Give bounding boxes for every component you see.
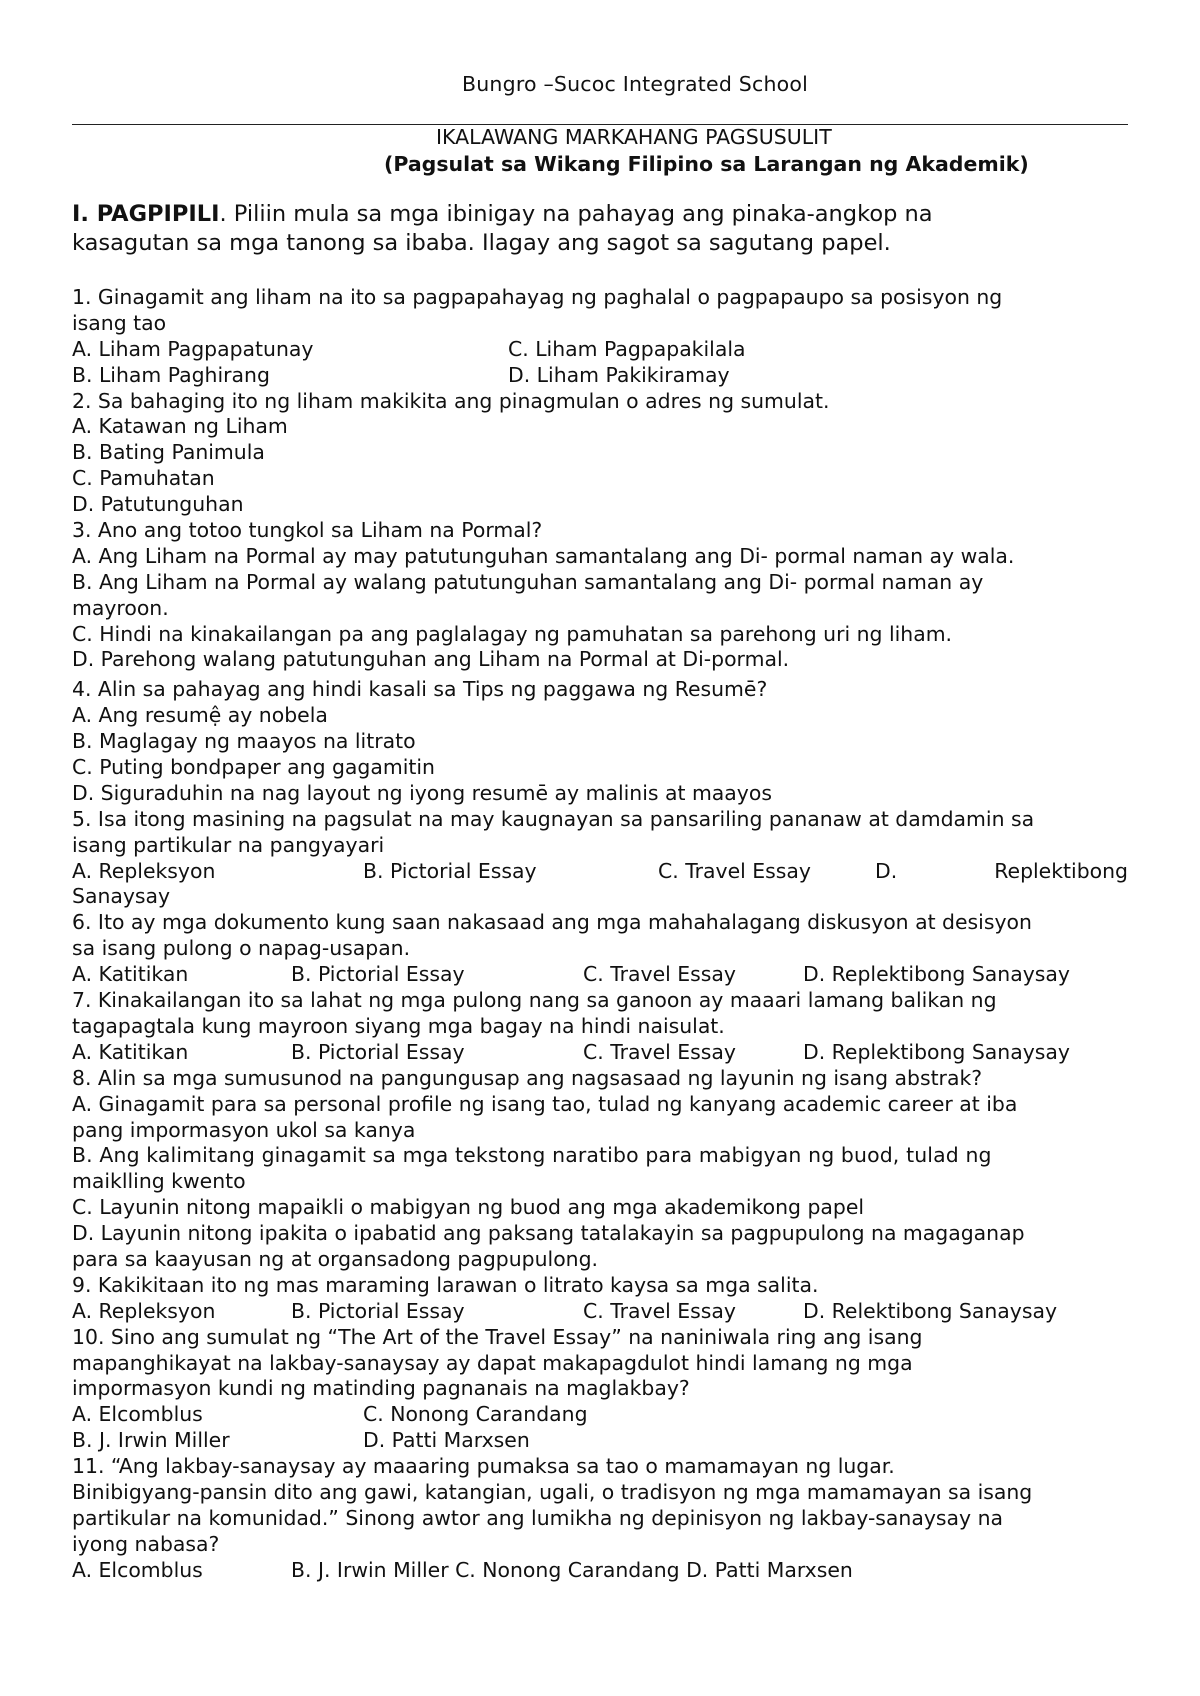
choice: B. Ang Liham na Pormal ay walang patutunguhan samantalang ang Di- pormal naman ay <box>72 569 984 594</box>
question-stem: Binibigyang-pansin dito ang gawi, katangian, ugali, o tradisyon ng mga mamamayan sa isang <box>72 1479 1033 1504</box>
choice: B. J. Irwin Miller C. Nonong Carandang D. Patti Marxsen <box>291 1557 853 1582</box>
question-stem: 10. Sino ang sumulat ng “The Art of the Travel Essay” na naniniwala ring ang isang <box>72 1324 923 1349</box>
questions <box>72 285 1128 1584</box>
choice: B. Ang kalimitang ginagamit sa mga tekstong naratibo para mabigyan ng buod, tulad ng <box>72 1143 992 1168</box>
choice: D. Siguraduhin na nag layout ng iyong resumē ay malinis at maayos <box>72 780 772 805</box>
choice: C. Travel Essay <box>583 1298 736 1323</box>
question-stem: iyong nabasa? <box>72 1531 220 1556</box>
choice: B. Pictorial Essay <box>291 962 465 987</box>
choice: C. Hindi na kinakailangan pa ang paglalagay ng pamuhatan sa parehong uri ng liham. <box>72 621 953 646</box>
question-stem: isang partikular na pangyayari <box>72 832 385 857</box>
question-stem: 11. “Ang lakbay-sanaysay ay maaaring pumaksa sa tao o mamamayan ng lugar. <box>72 1454 895 1479</box>
choice-row <box>72 337 1128 363</box>
choice: C. Layunin nitong mapaikli o mabigyan ng buod ang mga akademikong papel <box>72 1195 865 1220</box>
choice: D. Layunin nitong ipakita o ipabatid ang paksang tatalakayin sa pagpupulong na magaganap <box>72 1221 1025 1246</box>
choice: A. Ang resumệ ay nobela <box>72 703 328 728</box>
choice: A. Katitikan <box>72 962 189 987</box>
choice: Sanaysay <box>72 884 171 909</box>
choice: A. Katawan ng Liham <box>72 414 288 439</box>
choice: B. Pictorial Essay <box>363 858 537 883</box>
choice: B. Maglagay ng maayos na litrato <box>72 729 416 754</box>
choice: B. Liham Paghirang <box>72 362 270 387</box>
exam-title: IKALAWANG MARKAHANG PAGSUSULIT <box>436 125 832 149</box>
question-stem: 1. Ginagamit ang liham na ito sa pagpapahayag ng paghalal o pagpapaupo sa posisyon ng <box>72 285 1003 309</box>
choice: C. Nonong Carandang <box>363 1402 588 1427</box>
choice-row <box>72 1402 1128 1428</box>
choice: para sa kaayusan ng at organsadong pagpupulong. <box>72 1246 599 1271</box>
choice: D. Relektibong Sanaysay <box>803 1298 1058 1323</box>
choice: B. Pictorial Essay <box>291 1298 465 1323</box>
choice: A. Elcomblus <box>72 1402 203 1427</box>
choice: maiklling kwento <box>72 1169 246 1194</box>
section-heading: I. PAGPIPILI <box>72 201 220 227</box>
question-stem: impormasyon kundi ng matinding pagnanais na maglakbay? <box>72 1376 690 1401</box>
choice: B. Bating Panimula <box>72 440 265 465</box>
question-stem: 4. Alin sa pahayag ang hindi kasali sa Tips ng paggawa ng Resumē? <box>72 677 768 702</box>
choice: D. Patti Marxsen <box>363 1428 530 1453</box>
choice-row <box>72 363 1128 389</box>
choice: C. Pamuhatan <box>72 466 215 491</box>
choice: C. Puting bondpaper ang gagamitin <box>72 755 435 780</box>
choice: A. Repleksyon <box>72 1298 216 1323</box>
question-stem: 6. Ito ay mga dokumento kung saan nakasaad ang mga mahahalagang diskusyon at desisyon <box>72 910 1032 935</box>
question-stem: 2. Sa bahaging ito ng liham makikita ang pinagmulan o adres ng sumulat. <box>72 388 830 413</box>
question-stem: 5. Isa itong masining na pagsulat na may kaugnayan sa pansariling pananaw at damdamin sa <box>72 806 1035 831</box>
choice: D. Replektibong Sanaysay <box>803 962 1070 987</box>
choice-row <box>72 1428 1128 1454</box>
choice: D. Liham Pakikiramay <box>508 362 730 387</box>
choice: D. Replektibong Sanaysay <box>803 1039 1070 1064</box>
choice: A. Elcomblus <box>72 1557 203 1582</box>
question-stem: isang tao <box>72 310 167 335</box>
choice: A. Ang Liham na Pormal ay may patutunguhan samantalang ang Di- pormal naman ay wala. <box>72 543 1015 568</box>
choice: C. Travel Essay <box>583 962 736 987</box>
choice: D. <box>875 858 898 883</box>
choice: B. Pictorial Essay <box>291 1039 465 1064</box>
instruction-text-2: kasagutan sa mga tanong sa ibaba. Ilagay ang sagot sa sagutang papel. <box>72 230 891 256</box>
choice: A. Katitikan <box>72 1039 189 1064</box>
choice: B. J. Irwin Miller <box>72 1428 230 1453</box>
exam-subtitle: (Pagsulat sa Wikang Filipino sa Larangan ng Akademik) <box>384 152 1029 176</box>
section-instructions <box>72 200 1132 258</box>
choice-row <box>72 1299 1128 1325</box>
question-stem: tagapagtala kung mayroon siyang mga bagay na hindi naisulat. <box>72 1013 725 1038</box>
question-stem: 8. Alin sa mga sumusunod na pangungusap ang nagsasaad ng layunin ng isang abstrak? <box>72 1065 983 1090</box>
school-name: Bungro –Sucoc Integrated School <box>461 72 809 96</box>
question-stem: 3. Ano ang totoo tungkol sa Liham na Pormal? <box>72 518 543 543</box>
choice: A. Ginagamit para sa personal profile ng isang tao, tulad ng kanyang academic career at iba <box>72 1091 1018 1116</box>
choice-row <box>72 859 1128 885</box>
choice-row <box>72 1040 1128 1066</box>
choice: A. Repleksyon <box>72 858 216 883</box>
choice: C. Travel Essay <box>583 1039 736 1064</box>
choice: A. Liham Pagpapatunay <box>72 336 314 361</box>
question-stem: sa isang pulong o napag-usapan. <box>72 936 411 961</box>
choice: pang impormasyon ukol sa kanya <box>72 1117 416 1142</box>
choice: mayroon. <box>72 595 169 620</box>
question-stem: 9. Kakikitaan ito ng mas maraming larawan o litrato kaysa sa mga salita. <box>72 1272 819 1297</box>
choice: C. Travel Essay <box>658 858 811 883</box>
choice-row <box>72 1558 1128 1584</box>
question-stem: mapanghikayat na lakbay-sanaysay ay dapat makapagdulot hindi lamang ng mga <box>72 1350 913 1375</box>
choice: D. Parehong walang patutunguhan ang Liham na Pormal at Di-pormal. <box>72 647 790 672</box>
question-stem: partikular na komunidad.” Sinong awtor ang lumikha ng depinisyon ng lakbay-sanaysay na <box>72 1505 1003 1530</box>
choice: D. Patutunguhan <box>72 492 244 517</box>
choice: Replektibong <box>994 858 1128 883</box>
choice-row <box>72 962 1128 988</box>
choice: C. Liham Pagpapakilala <box>508 336 746 361</box>
instruction-text-1: . Piliin mula sa mga ibinigay na pahayag ang pinaka-angkop na <box>219 201 933 227</box>
question-stem: 7. Kinakailangan ito sa lahat ng mga pulong nang sa ganoon ay maaari lamang balikan ng <box>72 988 997 1013</box>
